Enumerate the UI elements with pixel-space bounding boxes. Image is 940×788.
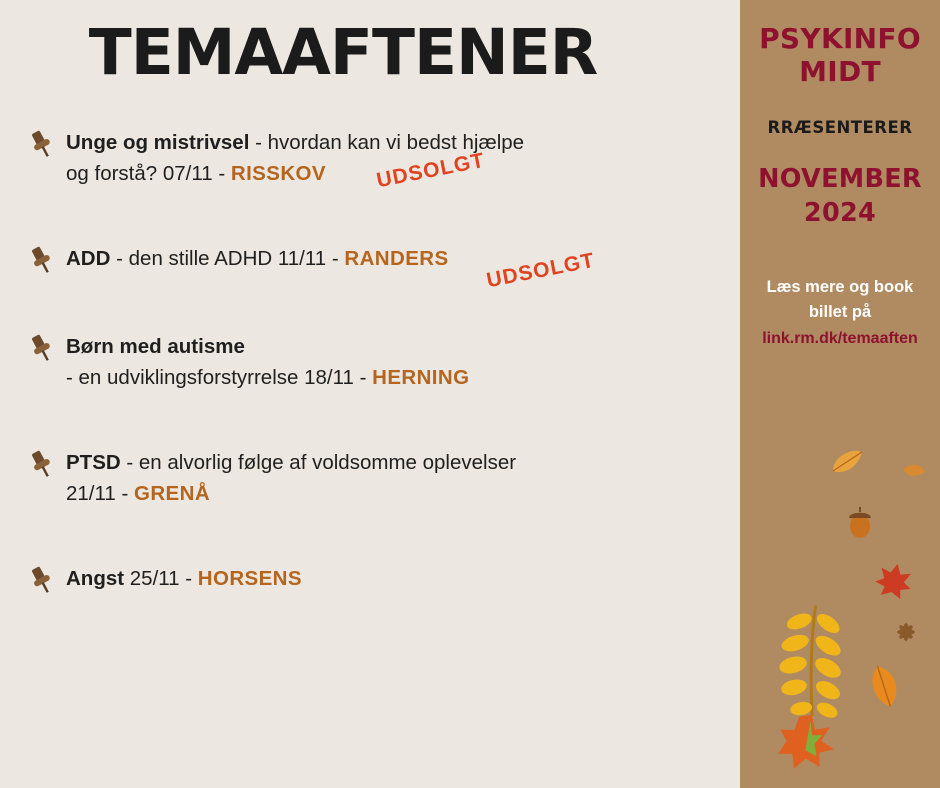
list-item[interactable] <box>24 127 740 193</box>
event-detail: - den stille ADHD 11/11 - <box>110 247 345 270</box>
event-title: PTSD <box>66 451 121 474</box>
event-detail: - en alvorlig følge af voldsomme oplevelser <box>120 451 517 474</box>
leaf-icon <box>868 663 901 709</box>
brand-line-2: MIDT <box>799 55 881 88</box>
brand-name <box>740 22 940 88</box>
event-text <box>66 331 469 393</box>
month-label: NOVEMBER <box>758 164 922 194</box>
pushpin-icon <box>24 447 66 479</box>
brand-line-1: PSYKINFO <box>759 22 921 55</box>
event-list <box>0 127 740 597</box>
event-detail-2: 21/11 - <box>66 482 134 505</box>
pushpin-icon <box>24 243 66 275</box>
event-text <box>66 447 516 509</box>
booking-link[interactable]: link.rm.dk/temaaften <box>762 330 918 347</box>
booking-line-2: billet på <box>808 303 872 321</box>
event-text <box>66 243 449 274</box>
event-city: RISSKOV <box>230 162 326 185</box>
page-title: TEMAAFTENER <box>88 16 598 89</box>
presents-label: RRÆSENTERER <box>767 118 913 137</box>
event-city: GRENÅ <box>134 482 211 505</box>
event-city: HORSENS <box>197 567 302 590</box>
sidebar <box>740 0 940 788</box>
event-detail: 25/11 - <box>124 567 198 590</box>
maple-leaf-icon <box>873 560 915 601</box>
year-label: 2024 <box>803 198 877 228</box>
event-city: RANDERS <box>344 247 449 270</box>
event-detail: - hvordan kan vi bedst hjælpe <box>249 131 525 154</box>
autumn-leaves-decoration <box>740 440 940 788</box>
booking-info <box>740 275 940 351</box>
leaf-icon <box>828 448 866 475</box>
event-title: Angst <box>66 567 125 590</box>
pushpin-icon <box>24 331 66 363</box>
event-city: HERNING <box>372 366 470 389</box>
status-badge: UDSOLGT <box>374 148 487 193</box>
event-detail-2: og forstå? 07/11 - <box>66 162 231 185</box>
pushpin-icon <box>24 563 66 595</box>
date-block <box>740 162 940 230</box>
maple-leaf-icon <box>774 710 839 775</box>
event-title: ADD <box>66 247 111 270</box>
list-item[interactable] <box>24 243 740 293</box>
event-text <box>66 563 302 594</box>
list-item[interactable] <box>24 447 740 509</box>
pushpin-icon <box>24 127 66 159</box>
status-badge: UDSOLGT <box>484 248 597 293</box>
event-title: Unge og mistrivsel <box>66 131 250 154</box>
list-item[interactable] <box>24 563 740 597</box>
ash-leaf-icon <box>769 601 854 723</box>
star-anise-icon <box>897 623 915 641</box>
event-detail-2: - en udviklingsforstyrrelse 18/11 - <box>66 366 373 389</box>
event-title: Børn med autisme <box>66 335 245 358</box>
leaf-icon <box>902 461 925 481</box>
booking-line-1: Læs mere og book <box>766 278 914 296</box>
acorn-icon <box>849 507 871 538</box>
list-item[interactable] <box>24 331 740 393</box>
